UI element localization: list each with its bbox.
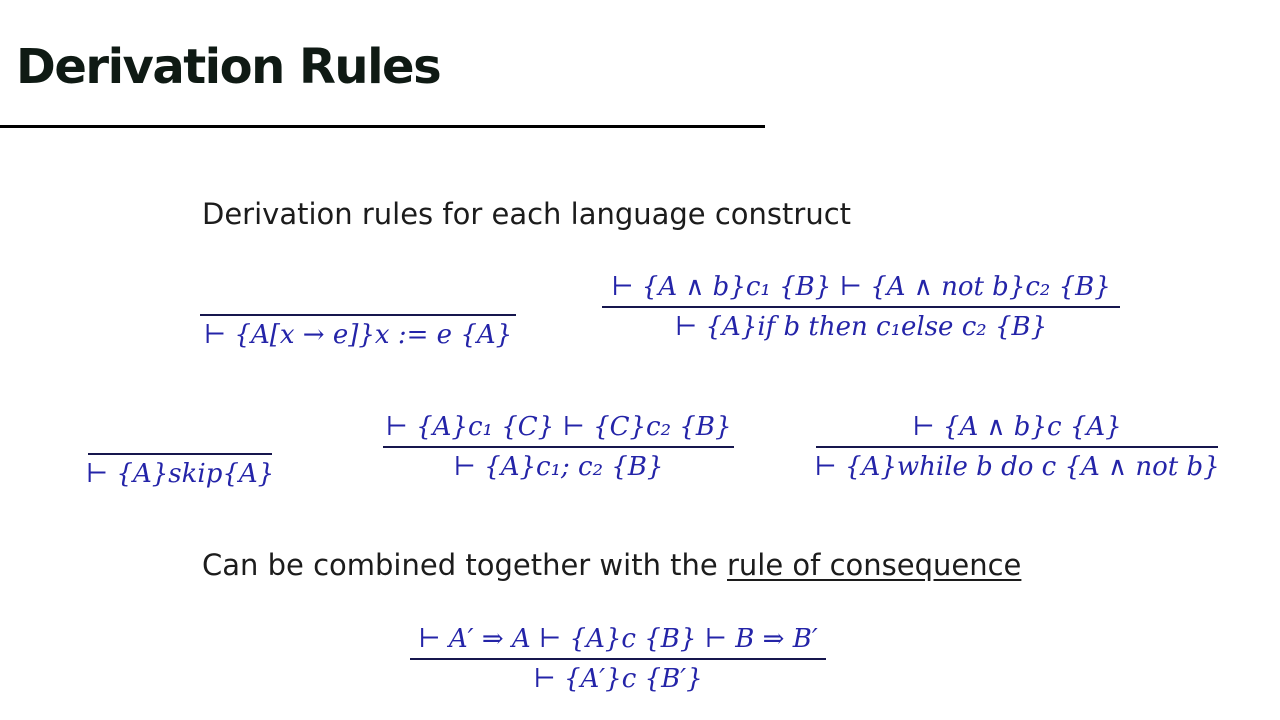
if-rule-conclusion: ⊢ {A}if b then c₁else c₂ {B} [674, 312, 1048, 342]
intro-text: Derivation rules for each language construct [202, 197, 852, 231]
slide-title: Derivation Rules [16, 39, 441, 95]
consequence-rule-conclusion: ⊢ {A′}c {B′} [533, 664, 703, 694]
assignment-rule-conclusion: ⊢ {A[x → e]}x := e {A} [203, 320, 513, 350]
assignment-rule [200, 276, 516, 354]
if-rule [602, 268, 1120, 346]
combine-text-prefix: Can be combined together with the [202, 548, 727, 582]
sequence-rule-conclusion: ⊢ {A}c₁; c₂ {B} [453, 452, 664, 482]
skip-rule [85, 415, 275, 493]
while-rule-premise: ⊢ {A ∧ b}c {A} [912, 412, 1122, 442]
while-rule [816, 408, 1218, 486]
consequence-rule-premise: ⊢ A′ ⇒ A ⊢ {A}c {B} ⊢ B ⇒ B′ [418, 624, 818, 654]
consequence-rule [410, 620, 826, 698]
skip-rule-conclusion: ⊢ {A}skip{A} [85, 459, 275, 489]
sequence-rule [383, 408, 734, 486]
while-rule-conclusion: ⊢ {A}while b do c {A ∧ not b} [814, 452, 1220, 482]
rule-of-consequence-link[interactable]: rule of consequence [727, 548, 1022, 582]
title-underline [0, 125, 765, 128]
if-rule-premise: ⊢ {A ∧ b}c₁ {B} ⊢ {A ∧ not b}c₂ {B} [611, 272, 1111, 302]
combine-text [202, 548, 1021, 583]
sequence-rule-premise: ⊢ {A}c₁ {C} ⊢ {C}c₂ {B} [385, 412, 732, 442]
